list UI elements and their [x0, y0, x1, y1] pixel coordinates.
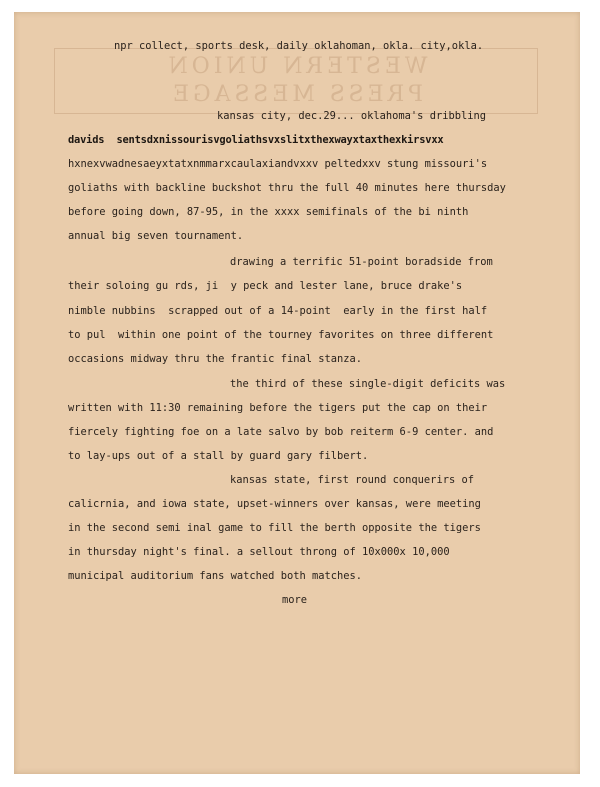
text-line-20: municipal auditorium fans watched both matches.	[68, 570, 363, 582]
more-marker: more	[282, 594, 308, 606]
watermark-line-1: WESTERN UNION	[164, 54, 428, 79]
text-line-7: drawing a terrific 51-point boradside from	[230, 256, 493, 268]
text-line-6: annual big seven tournament.	[68, 230, 244, 242]
text-line-17: calicrnia, and iowa state, upset-winners over kansas, were meeting	[68, 498, 481, 510]
text-line-9: nimble nubbins scrapped out of a 14-point early in the first half	[68, 305, 488, 317]
watermark-line-2: PRESS MESSAGE	[168, 82, 424, 107]
text-line-13: written with 11:30 remaining before the tigers put the cap on their	[68, 402, 488, 414]
text-line-3: hxnexvwadnesaeyxtatxnmmarxcaulaxiandvxxv peltedxxv stung missouri's	[68, 158, 488, 170]
text-line-4: goliaths with backline buckshot thru the full 40 minutes here thursday	[68, 182, 506, 194]
text-line-15: to lay-ups out of a stall by guard gary filbert.	[68, 450, 369, 462]
header-line: npr collect, sports desk, daily oklahoman, okla. city,okla.	[114, 40, 484, 52]
text-line-16: kansas state, first round conquerirs of	[230, 474, 474, 486]
text-line-11: occasions midway thru the frantic final stanza.	[68, 353, 363, 365]
text-line-5: before going down, 87-95, in the xxxx semifinals of the bi ninth	[68, 206, 469, 218]
text-line-8: their soloing gu rds, ji y peck and lester lane, bruce drake's	[68, 280, 463, 292]
telegram-sheet	[14, 12, 580, 774]
text-line-12: the third of these single-digit deficits was	[230, 378, 506, 390]
press-message-watermark	[54, 48, 538, 114]
text-line-2: davids sentsdxnissourisvgoliathsvxslitxthexwayxtaxthexkirsvxx	[68, 134, 444, 146]
text-line-10: to pul within one point of the tourney favorites on three different	[68, 329, 494, 341]
text-line-14: fiercely fighting foe on a late salvo by bob reiterm 6-9 center. and	[68, 426, 494, 438]
text-line-18: in the second semi inal game to fill the berth opposite the tigers	[68, 522, 481, 534]
text-line-1: kansas city, dec.29... oklahoma's dribbling	[217, 110, 486, 122]
text-line-19: in thursday night's final. a sellout throng of 10x000x 10,000	[68, 546, 450, 558]
